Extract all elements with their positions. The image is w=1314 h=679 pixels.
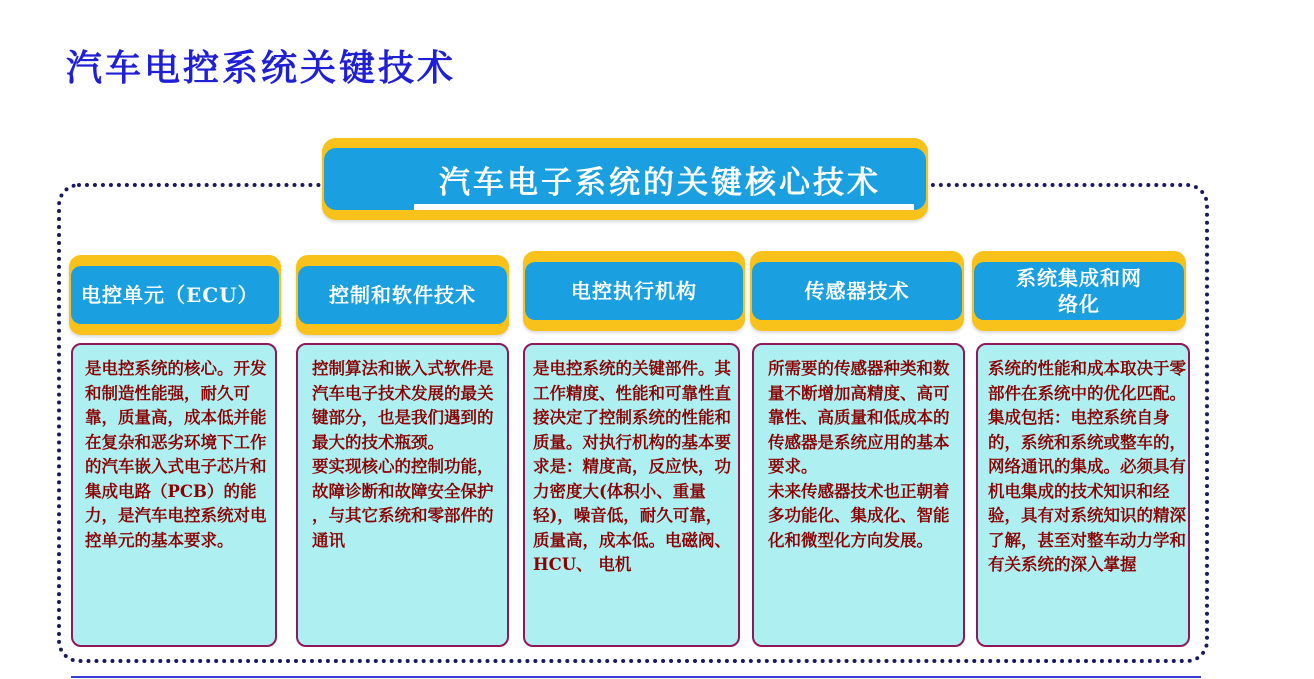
column-header-label [974, 262, 1184, 320]
main-banner-title: 汽车电子系统的关键核心技术 [439, 164, 881, 201]
column-header-line: 系统集成和网 [1016, 266, 1142, 290]
column-header-sensors [750, 251, 964, 331]
column-paragraph: 要实现核心的控制功能，故障诊断和故障安全保护 ，与其它系统和零部件的通讯 [312, 457, 494, 550]
column-header-control-software [296, 255, 509, 335]
column-body-control-software [296, 343, 509, 647]
column-paragraph: 是电控系统的关键部件。其工作精度、性能和可靠性直接决定了控制系统的性能和质量。对执行机构的基本要求是：精度高，反应快，功力密度大(体积小、重量轻)，噪音低，耐久可靠，质量高，成本低。电磁阀、HCU、 电机 [533, 359, 731, 574]
main-banner [322, 138, 928, 220]
column-header-label: 电控执行机构 [525, 262, 743, 320]
column-paragraph: 所需要的传感器种类和数量不断增加高精度、高可靠性、高质量和低成本的传感器是系统应用的基本要求。 [768, 359, 950, 476]
column-body-integration-networking [976, 343, 1190, 647]
column-header-integration-networking [972, 251, 1186, 331]
bottom-divider [71, 676, 1201, 678]
column-body-ecu [71, 343, 277, 647]
column-header-label: 电控单元（ECU） [71, 266, 279, 324]
column-header-label: 传感器技术 [752, 262, 962, 320]
column-paragraph: 是电控系统的核心。开发和制造性能强，耐久可靠，质量高，成本低并能在复杂和恶劣环境下工作的汽车嵌入式电子芯片和集成电路（PCB）的能力，是汽车电控系统对电控单元的基本要求。 [85, 359, 267, 550]
column-paragraph: 控制算法和嵌入式软件是汽车电子技术发展的最关键部分，也是我们遇到的最大的技术瓶颈。 [312, 359, 494, 452]
page-title: 汽车电控系统关键技术 [66, 47, 457, 89]
column-header-label: 控制和软件技术 [298, 266, 507, 324]
column-body-actuators [523, 343, 740, 647]
column-paragraph: 系统的性能和成本取决于零部件在系统中的优化匹配。集成包括：电控系统自身的，系统和系统或整车的，网络通讯的集成。必须具有机电集成的技术知识和经验，具有对系统知识的精深了解，甚至对整车动力学和有关系统的深入掌握 [988, 359, 1186, 574]
column-header-ecu [69, 255, 281, 335]
column-paragraph: 未来传感器技术也正朝着多功能化、集成化、智能化和微型化方向发展。 [768, 481, 950, 550]
column-header-actuators [523, 251, 745, 331]
column-body-sensors [752, 343, 965, 647]
column-header-line: 络化 [1058, 292, 1100, 316]
